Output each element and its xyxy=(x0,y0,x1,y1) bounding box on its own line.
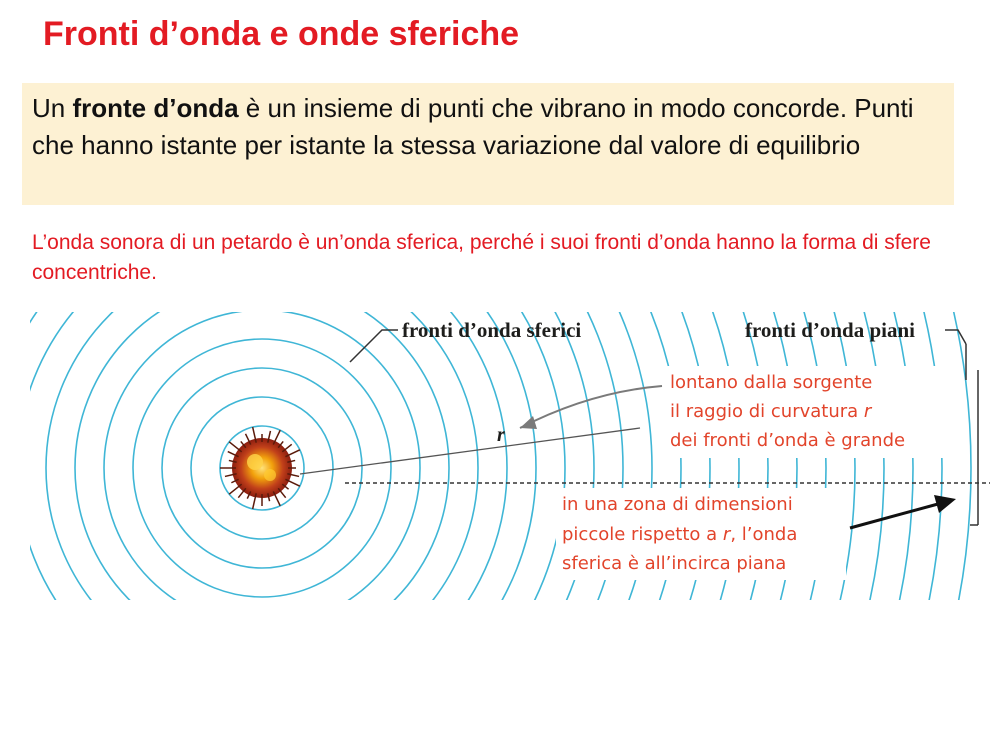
definition-text: è un insieme di punti che vibrano in modo concorde. Punti che hanno istante per istante la stessa variazione dal valore di equilibrio xyxy=(32,93,914,160)
definition-box xyxy=(22,83,954,205)
definition-prefix: Un xyxy=(32,93,73,123)
wavefront-ring xyxy=(0,300,652,600)
slide-title: Fronti d’onda e onde sferiche xyxy=(43,15,520,53)
explosion-spike xyxy=(229,442,242,452)
intro-text: L’onda sonora di un petardo è un’onda sferica, perché i suoi fronti d’onda hanno la forma di sfere concentriche. xyxy=(32,231,931,284)
radius-symbol: r xyxy=(497,424,505,446)
note-small-arrowhead xyxy=(934,495,956,513)
wavefront-figure xyxy=(0,300,1000,600)
note-small-arrow xyxy=(850,504,938,528)
label-plane-fronts: fronti d’onda piani xyxy=(745,318,915,342)
wavefront-diagram xyxy=(0,300,1000,600)
wavefront-ring xyxy=(0,300,594,600)
note-far: lontano dalla sorgente il raggio di curvatura r dei fronti d’onda è grande xyxy=(670,372,906,451)
label-plane-leader xyxy=(945,330,966,344)
note-small: in una zona di dimensioni piccole rispetto a r, l’onda sferica è all’incirca piana xyxy=(562,494,798,574)
note-far-arrowhead xyxy=(520,416,537,429)
label-spherical-fronts: fronti d’onda sferici xyxy=(402,318,582,342)
plane-fronts-bracket xyxy=(966,344,978,525)
radius-line xyxy=(300,428,640,474)
explosion-spike xyxy=(229,484,242,494)
definition-term: fronte d’onda xyxy=(72,93,239,123)
